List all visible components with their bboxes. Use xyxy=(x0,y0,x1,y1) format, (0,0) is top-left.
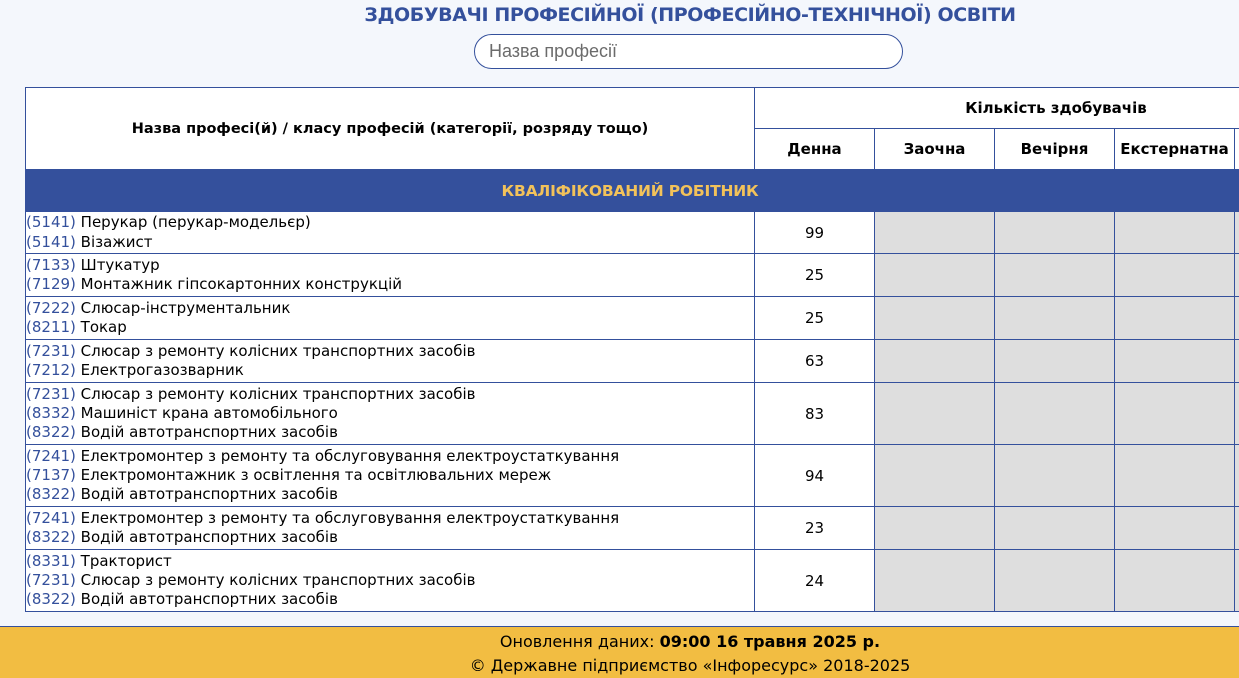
extra-count-cell xyxy=(1235,383,1239,445)
profession-line xyxy=(26,423,754,442)
denna-count-cell: 23 xyxy=(755,507,875,550)
profession-cell xyxy=(26,507,755,550)
column-header-zaochna: Заочна xyxy=(875,129,995,170)
profession-name: Монтажник гіпсокартонних конструкцій xyxy=(75,275,403,293)
profession-name: Перукар (перукар-модельєр) xyxy=(75,213,311,232)
profession-code: (7231) xyxy=(26,384,76,403)
zaochna-count-cell xyxy=(875,340,995,383)
profession-code: (7231) xyxy=(26,570,76,589)
profession-cell xyxy=(26,445,755,507)
zaochna-count-cell xyxy=(875,254,995,297)
page-title: ЗДОБУВАЧІ ПРОФЕСІЙНОЇ (ПРОФЕСІЙНО-ТЕХНІЧНОЇ) ОСВІТИ xyxy=(364,4,1016,26)
profession-name: Слюсар з ремонту колісних транспортних засобів xyxy=(75,341,476,360)
update-label: Оновлення даних: xyxy=(499,632,660,651)
vechirnia-count-cell xyxy=(995,550,1115,612)
vechirnia-count-cell xyxy=(995,445,1115,507)
profession-cell xyxy=(26,340,755,383)
profession-name: Електромонтажник з освітлення та освітлювальних мереж xyxy=(75,465,552,484)
zaochna-count-cell xyxy=(875,507,995,550)
profession-line xyxy=(26,385,754,404)
profession-name: Слюсар з ремонту колісних транспортних засобів xyxy=(75,384,476,403)
eksternatna-count-cell xyxy=(1115,445,1235,507)
section-header-extra xyxy=(1235,170,1239,212)
vechirnia-count-cell xyxy=(995,507,1115,550)
profession-line xyxy=(26,590,754,609)
profession-line xyxy=(26,485,754,504)
denna-count-cell: 94 xyxy=(755,445,875,507)
profession-line xyxy=(26,361,754,380)
table-row xyxy=(26,507,1239,550)
denna-count-cell: 25 xyxy=(755,297,875,340)
profession-line xyxy=(26,528,754,547)
extra-count-cell xyxy=(1235,550,1239,612)
vechirnia-count-cell xyxy=(995,254,1115,297)
profession-name: Слюсар з ремонту колісних транспортних засобів xyxy=(75,570,476,589)
table-row xyxy=(26,297,1239,340)
denna-count-cell: 99 xyxy=(755,212,875,254)
profession-line xyxy=(26,552,754,571)
profession-code: (7231) xyxy=(26,341,76,360)
extra-count-cell xyxy=(1235,445,1239,507)
column-header-eksternatna: Екстернатна xyxy=(1115,129,1235,170)
denna-count-cell: 25 xyxy=(755,254,875,297)
profession-code: (7222) xyxy=(26,298,76,317)
vechirnia-count-cell xyxy=(995,212,1115,254)
profession-cell xyxy=(26,550,755,612)
table-row xyxy=(26,550,1239,612)
profession-code: (7137) xyxy=(26,465,76,484)
profession-cell xyxy=(26,254,755,297)
eksternatna-count-cell xyxy=(1115,254,1235,297)
zaochna-count-cell xyxy=(875,445,995,507)
vechirnia-count-cell xyxy=(995,297,1115,340)
profession-line xyxy=(26,571,754,590)
profession-code: (7241) xyxy=(26,446,76,465)
extra-count-cell xyxy=(1235,254,1239,297)
profession-name: Електромонтер з ремонту та обслуговування електроустаткування xyxy=(75,508,620,527)
profession-code: (8322) xyxy=(26,485,76,504)
section-header: КВАЛІФІКОВАНИЙ РОБІТНИК xyxy=(26,170,1235,212)
profession-code: (5141) xyxy=(26,213,76,232)
profession-name: Тракторист xyxy=(75,551,172,570)
profession-name: Машиніст крана автомобільного xyxy=(75,403,338,422)
profession-line xyxy=(26,213,754,232)
zaochna-count-cell xyxy=(875,383,995,445)
update-value: 09:00 16 травня 2025 р. xyxy=(659,632,881,651)
profession-code: (7212) xyxy=(26,361,76,379)
profession-code: (8322) xyxy=(26,528,76,546)
eksternatna-count-cell xyxy=(1115,297,1235,340)
zaochna-count-cell xyxy=(875,297,995,340)
students-count-header: Кількість здобувачів xyxy=(755,88,1239,129)
update-info xyxy=(0,632,1239,651)
denna-count-cell: 24 xyxy=(755,550,875,612)
profession-name: Штукатур xyxy=(75,255,160,274)
eksternatna-count-cell xyxy=(1115,383,1235,445)
profession-code: (5141) xyxy=(26,232,76,251)
profession-line xyxy=(26,299,754,318)
table-row xyxy=(26,212,1239,254)
copyright: © Державне підприємство «Інфоресурс» 2018-2025 xyxy=(469,656,911,675)
extra-count-cell xyxy=(1235,212,1239,254)
profession-line xyxy=(26,256,754,275)
table-row xyxy=(26,254,1239,297)
profession-name: Водій автотранспортних засобів xyxy=(75,528,338,546)
profession-name: Слюсар-інструментальник xyxy=(75,298,291,317)
profession-cell xyxy=(26,383,755,445)
zaochna-count-cell xyxy=(875,212,995,254)
profession-code: (7129) xyxy=(26,275,76,293)
profession-code: (7241) xyxy=(26,508,76,527)
profession-name: Водій автотранспортних засобів xyxy=(75,485,338,504)
profession-code: (8332) xyxy=(26,403,76,422)
denna-count-cell: 63 xyxy=(755,340,875,383)
profession-code: (8211) xyxy=(26,318,76,336)
column-header-denna: Денна xyxy=(755,129,875,170)
profession-line xyxy=(26,466,754,485)
search-input[interactable] xyxy=(474,34,903,69)
vechirnia-count-cell xyxy=(995,340,1115,383)
vechirnia-count-cell xyxy=(995,383,1115,445)
profession-line xyxy=(26,318,754,337)
profession-name: Електрогазозварник xyxy=(75,361,244,379)
profession-code: (8322) xyxy=(26,590,76,609)
profession-code: (7133) xyxy=(26,255,76,274)
profession-name: Водій автотранспортних засобів xyxy=(75,423,338,442)
profession-name: Електромонтер з ремонту та обслуговування електроустаткування xyxy=(75,446,620,465)
profession-cell xyxy=(26,212,755,254)
eksternatna-count-cell xyxy=(1115,507,1235,550)
profession-line xyxy=(26,233,754,252)
profession-line xyxy=(26,447,754,466)
footer xyxy=(0,626,1239,678)
eksternatna-count-cell xyxy=(1115,550,1235,612)
profession-line xyxy=(26,404,754,423)
denna-count-cell: 83 xyxy=(755,383,875,445)
extra-count-cell xyxy=(1235,507,1239,550)
profession-line xyxy=(26,509,754,528)
profession-code: (8331) xyxy=(26,551,76,570)
zaochna-count-cell xyxy=(875,550,995,612)
table-row xyxy=(26,340,1239,383)
profession-line xyxy=(26,342,754,361)
profession-name: Водій автотранспортних засобів xyxy=(75,590,338,609)
eksternatna-count-cell xyxy=(1115,212,1235,254)
profession-name: Візажист xyxy=(75,232,153,251)
students-table xyxy=(25,87,1239,612)
profession-name-header: Назва професі(й) / класу професій (категорії, розряду тощо) xyxy=(26,88,755,170)
table-row xyxy=(26,383,1239,445)
table-row xyxy=(26,445,1239,507)
extra-count-cell xyxy=(1235,297,1239,340)
column-header-vechirnia: Вечірня xyxy=(995,129,1115,170)
eksternatna-count-cell xyxy=(1115,340,1235,383)
profession-code: (8322) xyxy=(26,423,76,442)
profession-line xyxy=(26,275,754,294)
extra-count-cell xyxy=(1235,340,1239,383)
profession-name: Токар xyxy=(75,318,127,336)
profession-cell xyxy=(26,297,755,340)
column-header-extra xyxy=(1235,129,1239,170)
